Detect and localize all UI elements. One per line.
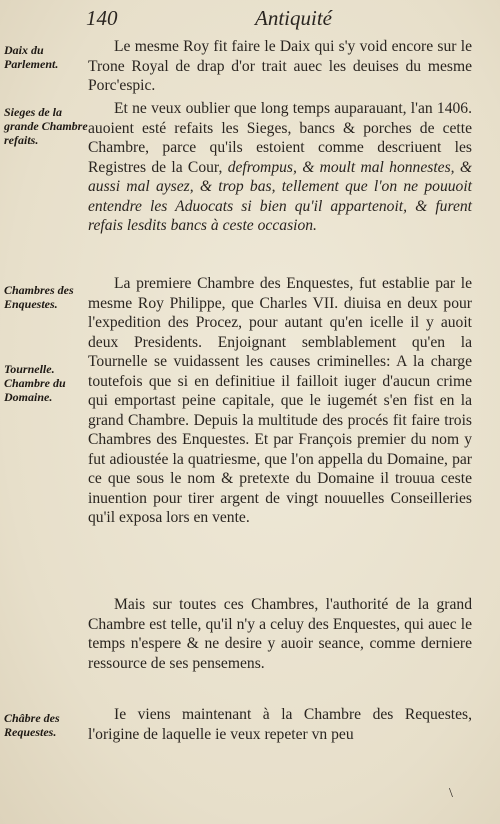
paragraph-text: Le mesme Roy fit faire le Daix qui s'y void encore sur le Trone Royal de drap d'or trait auec les deuises du mesme Porc'espic.: [88, 38, 472, 94]
margin-note-daix: Daix du Parlement.: [4, 43, 59, 71]
margin-note-requestes: Châbre des Requestes.: [4, 711, 60, 739]
stray-mark: \: [449, 786, 453, 801]
running-title: Antiquité: [255, 6, 332, 30]
paragraph-daix: [88, 37, 472, 96]
paragraph-text: Et ne veux oublier que long temps auparauant, l'an 1406. auoient esté refaits les Sieges, bancs & porches de cette Chambre, parce qu'ils estoient comme descriuent les Registres de la Cour,: [88, 100, 472, 176]
paragraph-sieges: [88, 99, 472, 236]
paragraph-text: Ie viens maintenant à la Chambre des Requestes, l'origine de laquelle ie veux repeter vn peu: [88, 706, 472, 743]
margin-note-tournelle: Tournelle. Chambre du Domaine.: [4, 362, 66, 404]
paragraph-text: Mais sur toutes ces Chambres, l'authorité de la grand Chambre est telle, qu'il n'y a celuy des Enquestes, qui auec le temps n'espere & ne desire y auoir seance, comme derniere ressource de ses pensemens.: [88, 596, 472, 672]
page-number: 140: [86, 6, 118, 30]
paragraph-authorite: [88, 595, 472, 673]
margin-note-enquestes: Chambres des Enquestes.: [4, 283, 74, 311]
registry-quote: defrompus, & moult mal honnestes, & aussi mal aysez, & trop bas, tellement que l'on ne pouuoit entendre les Aduocats si bien qu'il appartenoit, & furent refais lesdits bancs à ceste occasion.: [88, 158, 472, 234]
margin-note-sieges: Sieges de la grande Chambre refaits.: [4, 105, 88, 147]
paragraph-text: La premiere Chambre des Enquestes, fut establie par le mesme Roy Philippe, que Charles VII. diuisa en deux pour l'expedition des Procez, pour autant qu'en icelle il y auoit deux Presidents. Enjoignant semblablement qu'en la Tournelle se vuidassent les causes criminelles: A la charge toutefois que si en definitiue il failloit iuger d'aucun crime qui emportast peine capitale, que le iugemét s'en fist en la grand Chambre. Depuis la multitude des procés fit faire trois Chambres des Enquestes. Et par François premier du nom y fut adioustée la quatriesme, que l'on appella du Domaine, par ce que sous le nom & pretexte du Domaine il trouua ceste inuention pour tirer argent de vingt nouuelles Conseilleries qu'il exposa lors en vente.: [88, 275, 472, 526]
paragraph-enquestes: [88, 274, 472, 528]
paragraph-requestes: [88, 705, 472, 744]
page-header: [0, 6, 500, 38]
